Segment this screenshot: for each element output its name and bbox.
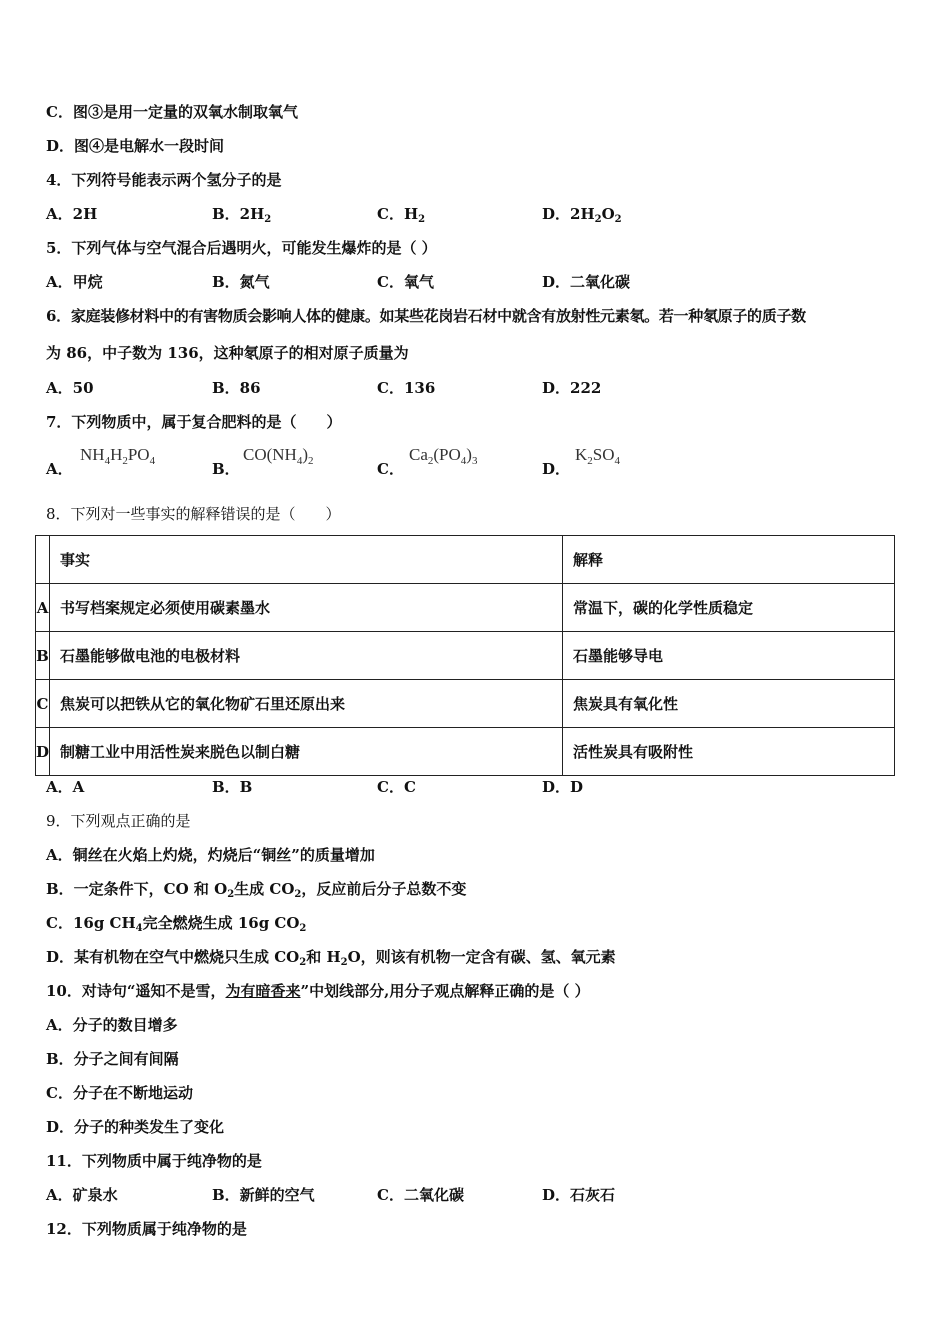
q7-option-a: A．	[46, 460, 73, 478]
table-row	[36, 680, 895, 728]
q5-stem: 5．下列气体与空气混合后遇明火，可能发生爆炸的是（ ）	[46, 239, 437, 257]
q7-option-c: C．	[377, 460, 404, 478]
table-row	[36, 728, 895, 776]
table-row-explain: 活性炭具有吸附性	[563, 728, 895, 776]
q6-option-a: A．50	[46, 379, 94, 397]
table-cell-blank	[36, 536, 50, 584]
q8-stem: 8．下列对一些事实的解释错误的是（ ）	[46, 505, 341, 523]
q6-option-d: D．222	[542, 379, 602, 397]
table-header-explain: 解释	[563, 536, 895, 584]
q6-option-c: C．136	[377, 379, 436, 397]
table-row-fact: 书写档案规定必须使用碳素墨水	[50, 584, 563, 632]
table-row-explain: 焦炭具有氧化性	[563, 680, 895, 728]
q9-option-a: A．铜丝在火焰上灼烧，灼烧后“铜丝”的质量增加	[46, 846, 375, 864]
q5-option-d: D．二氧化碳	[542, 273, 631, 291]
q8-option-b: B．B	[212, 778, 253, 796]
q6-stem-line1: 6．家庭装修材料中的有害物质会影响人体的健康。如某些花岗岩石材中就含有放射性元素氡。若一种氡原子的质子数	[46, 307, 806, 325]
q5-option-c: C．氧气	[377, 273, 434, 291]
q6-option-b: B．86	[212, 379, 261, 397]
q10-option-d: D．分子的种类发生了变化	[46, 1118, 225, 1136]
q8-option-d: D．D	[542, 778, 584, 796]
q4-option-c: C．$H_2$	[377, 205, 426, 225]
q7-formula-a: $NH_4H_2PO_4$	[80, 445, 156, 467]
q7-formula-d: $K_2SO_4$	[575, 445, 621, 467]
table-row-key: C	[36, 680, 50, 728]
q8-table	[35, 535, 895, 776]
table-row-fact: 石墨能够做电池的电极材料	[50, 632, 563, 680]
table-row-key: B	[36, 632, 50, 680]
table-row	[36, 584, 895, 632]
table-row-explain: 常温下，碳的化学性质稳定	[563, 584, 895, 632]
q8-option-c: C．C	[377, 778, 416, 796]
q4-option-b: B．$2H_2$	[212, 205, 272, 225]
q3-option-c: C．图③是用一定量的双氧水制取氧气	[46, 103, 298, 121]
q5-option-b: B．氮气	[212, 273, 270, 291]
table-row-fact: 制糖工业中用活性炭来脱色以制白糖	[50, 728, 563, 776]
q10-option-b: B．分子之间有间隔	[46, 1050, 179, 1068]
q4-option-d: D．$2H_2O_2$	[542, 205, 622, 225]
q5-option-a: A．甲烷	[46, 273, 103, 291]
q9-option-b: B．一定条件下，CO 和 $O_2$生成 $CO_2$，反应前后分子总数不变	[46, 880, 467, 900]
underlined-phrase: 为有暗香来	[225, 982, 301, 1000]
q12-stem: 12．下列物质属于纯净物的是	[46, 1220, 247, 1238]
table-header-row	[36, 536, 895, 584]
table-row	[36, 632, 895, 680]
q9-option-c: C．16g $CH_4$完全燃烧生成 16g $CO_2$	[46, 914, 307, 934]
q11-option-b: B．新鲜的空气	[212, 1186, 315, 1204]
q7-formula-c: $Ca_2(PO_4)_3$	[409, 445, 478, 467]
q11-option-c: C．二氧化碳	[377, 1186, 464, 1204]
q10-stem: 10．对诗句“遥知不是雪，为有暗香来”中划线部分,用分子观点解释正确的是（ ）	[46, 982, 590, 1000]
q10-option-c: C．分子在不断地运动	[46, 1084, 193, 1102]
table-row-fact: 焦炭可以把铁从它的氧化物矿石里还原出来	[50, 680, 563, 728]
q11-option-d: D．石灰石	[542, 1186, 616, 1204]
table-header-fact: 事实	[50, 536, 563, 584]
q7-option-b: B．	[212, 460, 240, 478]
q3-option-d: D．图④是电解水一段时间	[46, 137, 225, 155]
q7-option-d: D．	[542, 460, 571, 478]
q4-option-a: A．2H	[46, 205, 98, 223]
q11-option-a: A．矿泉水	[46, 1186, 118, 1204]
q9-option-d: D．某有机物在空气中燃烧只生成 $CO_2$和 $H_2O$，则该有机物一定含有碳、氢、氧元素	[46, 948, 616, 968]
q8-option-a: A．A	[46, 778, 85, 796]
table-row-explain: 石墨能够导电	[563, 632, 895, 680]
q7-formula-b: $CO(NH_4)_2$	[243, 445, 314, 467]
q7-stem: 7．下列物质中，属于复合肥料的是（ ）	[46, 413, 342, 431]
q11-stem: 11．下列物质中属于纯净物的是	[46, 1152, 262, 1170]
q6-stem-line2: 为 86，中子数为 136，这种氡原子的相对原子质量为	[46, 344, 409, 362]
table-row-key: A	[36, 584, 50, 632]
q10-option-a: A．分子的数目增多	[46, 1016, 178, 1034]
q9-stem: 9．下列观点正确的是	[46, 812, 191, 830]
q4-stem: 4．下列符号能表示两个氢分子的是	[46, 171, 282, 189]
table-row-key: D	[36, 728, 50, 776]
